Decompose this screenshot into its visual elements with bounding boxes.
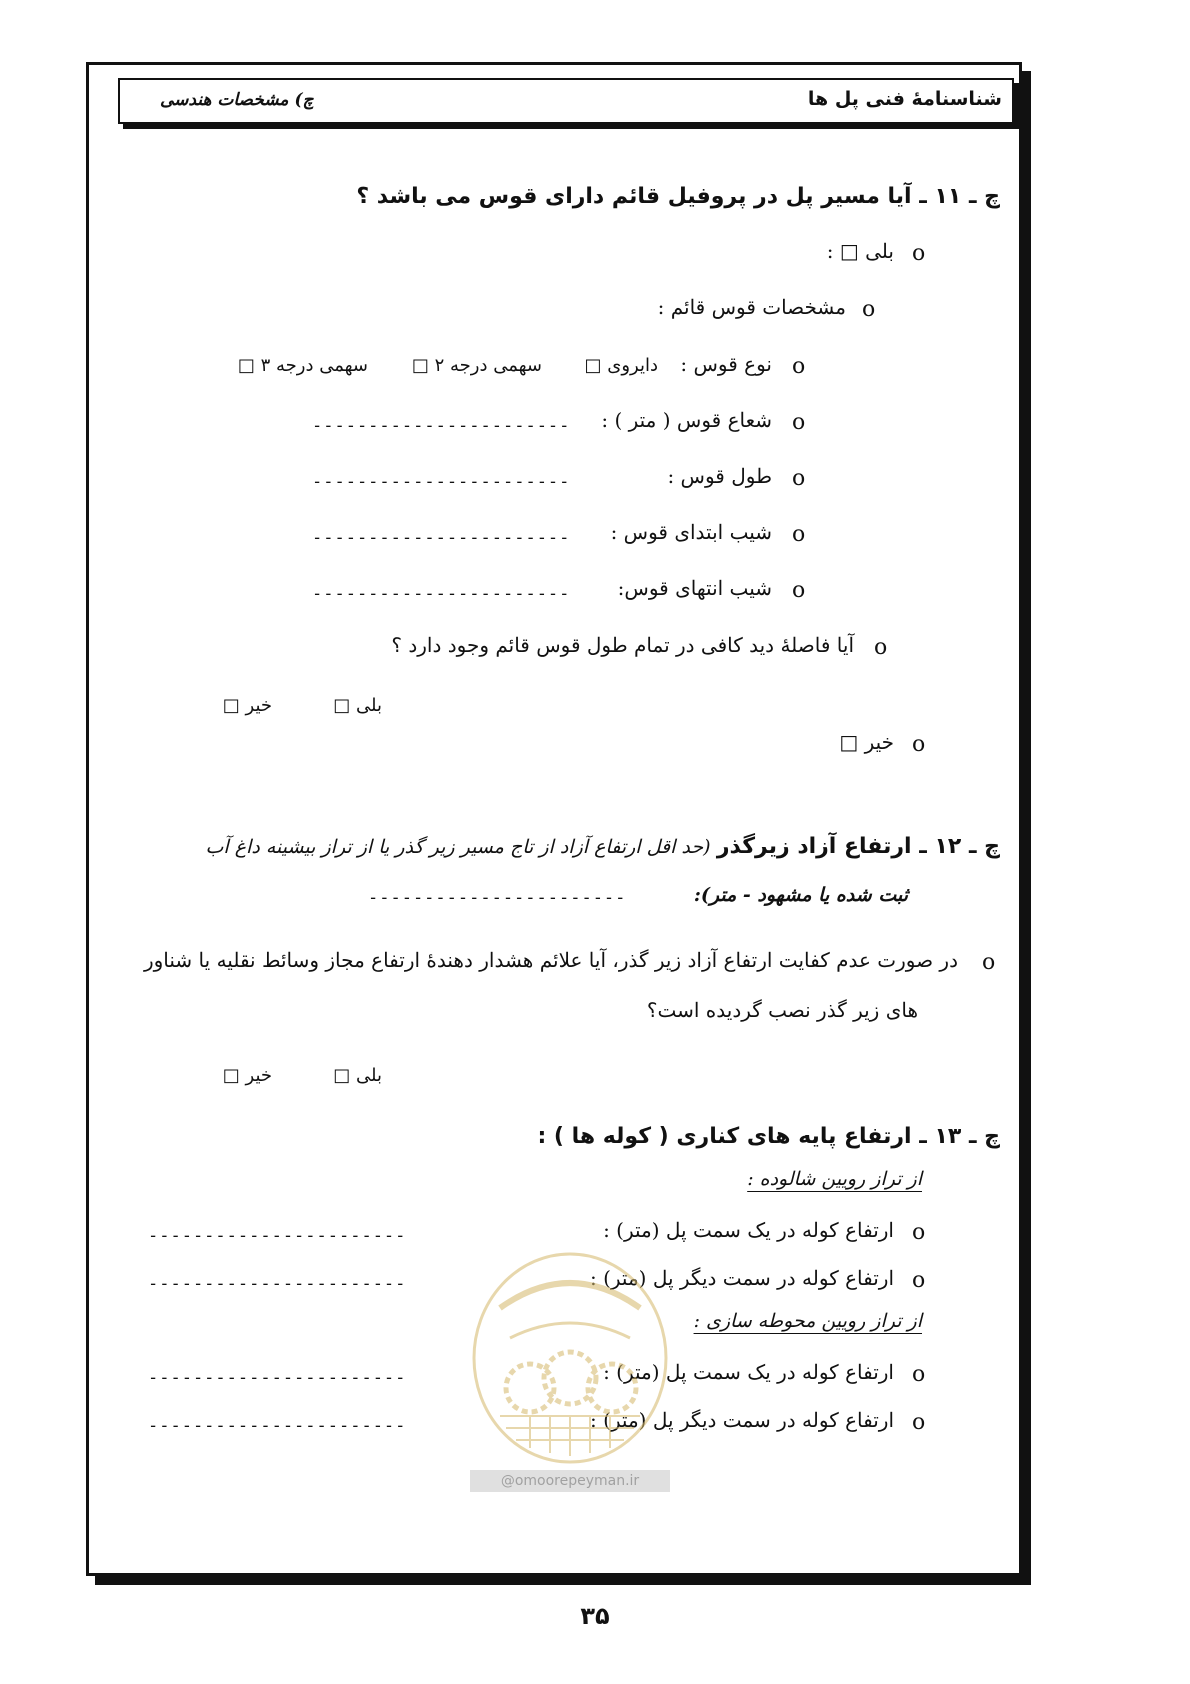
q12-question-line2: های زیر گذر نصب گردیده است؟ xyxy=(646,998,918,1022)
start-slope-label: شیب ابتدای قوس : xyxy=(610,520,772,544)
bullet: o xyxy=(792,522,806,547)
q11-yes-item[interactable]: بلی □ : xyxy=(826,239,894,263)
bullet: o xyxy=(792,354,806,379)
abutment-height-side1-foundation-blank[interactable]: ----------------------- xyxy=(148,1226,407,1246)
bullet: o xyxy=(982,950,996,975)
page-header xyxy=(118,78,1014,124)
q12-heading-note: (حد اقل ارتفاع آزاد از تاج مسیر زیر گذر یا از تراز بیشینه داغ آب xyxy=(205,836,711,858)
watermark-seal-icon xyxy=(470,1248,670,1466)
q11-no-item[interactable]: خیر □ xyxy=(839,730,894,754)
bullet: o xyxy=(912,1410,926,1435)
bullet: o xyxy=(792,578,806,603)
length-label: طول قوس : xyxy=(667,464,772,488)
document-title: شناسنامهٔ فنی پل ها xyxy=(807,88,1002,110)
clearance-blank[interactable]: ----------------------- xyxy=(368,888,627,908)
abutment-height-side1-foundation: ارتفاع کوله در یک سمت پل (متر) : xyxy=(603,1218,894,1242)
group1-label: از تراز رویین شالوده : xyxy=(747,1168,922,1190)
warning-signs-no-checkbox[interactable]: خیر □ xyxy=(222,1065,272,1086)
abutment-height-side2-landscape: ارتفاع کوله در سمت دیگر پل (متر) : xyxy=(589,1408,894,1432)
bullet: o xyxy=(912,1220,926,1245)
group2-label: از تراز رویین محوطه سازی : xyxy=(693,1310,922,1332)
arc-type-circular-checkbox[interactable]: دایروی □ xyxy=(584,355,658,376)
q12-question-line1: در صورت عدم کفایت ارتفاع آزاد زیر گذر، آیا علائم هشدار دهندهٔ ارتفاع مجاز وسائط نقلیه یا شناور xyxy=(143,948,958,972)
q12-heading: چ ـ ۱۲ ـ ارتفاع آزاد زیرگذر xyxy=(716,834,1000,859)
end-slope-label: شیب انتهای قوس: xyxy=(617,576,772,600)
length-blank[interactable]: ----------------------- xyxy=(312,472,571,492)
end-slope-blank[interactable]: ----------------------- xyxy=(312,584,571,604)
sight-yes-checkbox[interactable]: بلی □ xyxy=(333,695,382,716)
radius-label: شعاع قوس ( متر ) : xyxy=(601,408,772,432)
q13-heading: چ ـ ۱۳ ـ ارتفاع پایه های کناری ( کوله ها ) : xyxy=(537,1124,1000,1149)
bullet: o xyxy=(862,297,876,322)
bullet: o xyxy=(792,410,806,435)
bullet: o xyxy=(912,241,926,266)
radius-blank[interactable]: ----------------------- xyxy=(312,416,571,436)
abutment-height-side2-foundation-blank[interactable]: ----------------------- xyxy=(148,1274,407,1294)
start-slope-blank[interactable]: ----------------------- xyxy=(312,528,571,548)
abutment-height-side1-landscape-blank[interactable]: ----------------------- xyxy=(148,1368,407,1388)
section-title: چ) مشخصات هندسی xyxy=(160,90,314,110)
arc-type-parabola2-checkbox[interactable]: سهمی درجه ۲ □ xyxy=(411,355,542,376)
q12-heading-note2: ثبت شده یا مشهود - متر): xyxy=(693,884,908,906)
q12-heading-line xyxy=(206,834,1001,859)
abutment-height-side2-landscape-blank[interactable]: ----------------------- xyxy=(148,1416,407,1436)
warning-signs-yes-checkbox[interactable]: بلی □ xyxy=(333,1065,382,1086)
watermark-logo xyxy=(470,1248,670,1466)
watermark-text: @omoorepeyman.ir xyxy=(470,1470,670,1492)
q11-heading: چ ـ ۱۱ ـ آیا مسیر پل در پروفیل قائم دارای قوس می باشد ؟ xyxy=(356,184,1000,209)
arc-type-parabola3-checkbox[interactable]: سهمی درجه ۳ □ xyxy=(237,355,368,376)
page-number: ۳۵ xyxy=(580,1602,610,1630)
bullet: o xyxy=(912,1362,926,1387)
sight-no-checkbox[interactable]: خیر □ xyxy=(222,695,272,716)
abutment-height-side2-foundation: ارتفاع کوله در سمت دیگر پل (متر) : xyxy=(589,1266,894,1290)
bullet: o xyxy=(912,732,926,757)
bullet: o xyxy=(792,466,806,491)
bullet: o xyxy=(912,1268,926,1293)
bullet: o xyxy=(874,635,888,660)
sight-distance-question: آیا فاصلهٔ دید کافی در تمام طول قوس قائم وجود دارد ؟ xyxy=(391,633,854,657)
q11-specs-label: مشخصات قوس قائم : xyxy=(657,295,846,319)
abutment-height-side1-landscape: ارتفاع کوله در یک سمت پل (متر) : xyxy=(603,1360,894,1384)
arc-type-label: نوع قوس : xyxy=(680,352,772,376)
